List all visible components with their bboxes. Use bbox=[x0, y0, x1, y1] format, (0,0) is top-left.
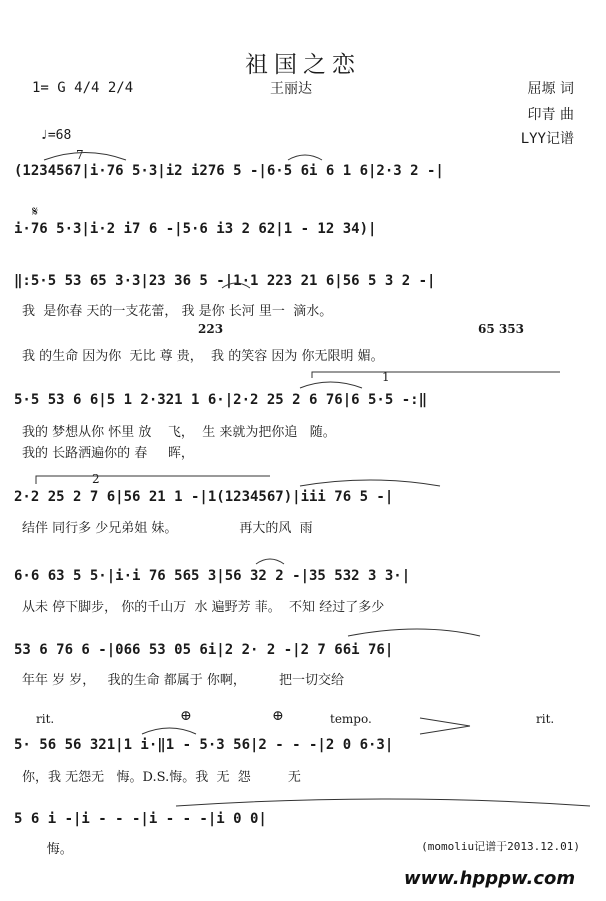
key-signature: 1= G 4/4 2/4 bbox=[32, 80, 134, 96]
septuplet-mark: 7 bbox=[76, 148, 84, 162]
slur-arc bbox=[176, 799, 590, 806]
music-line-8: 5· 56 56 321|1 i·‖1 - 5·3 56|2 - - -|2 0 6·3| bbox=[14, 737, 394, 753]
transcriber-credit: LYY记谱 bbox=[520, 131, 574, 147]
lyric-line-9: 悔。 bbox=[22, 842, 73, 857]
lyricist-credit: 屈塬 词 bbox=[527, 81, 574, 97]
site-watermark: www.hpppw.com bbox=[404, 868, 576, 889]
slur-arc bbox=[256, 559, 284, 564]
lyric-line-3b: 我 的生命 因为你 无比 尊 贵， 我 的笑容 因为 你无限明 媚。 bbox=[22, 349, 384, 364]
lyric-line-4a: 我的 梦想从你 怀里 放 飞， 生 来就为把你追 随。 bbox=[22, 425, 336, 440]
lyric-line-4b: 我的 长路洒遍你的 春 晖， bbox=[22, 446, 194, 461]
lyric-line-5: 结伴 同行多 少兄弟姐 妹。 再大的风 雨 bbox=[22, 521, 313, 536]
volta-2-bracket bbox=[36, 476, 270, 484]
crescendo-hairpin bbox=[420, 718, 470, 734]
coda-icon-1: ⊕ bbox=[180, 708, 192, 724]
slur-arc bbox=[288, 155, 322, 160]
music-line-7: 53 6 76 6 -|066 53 05 6i|2 2· 2 -|2 7 66i 76| bbox=[14, 642, 394, 658]
slur-arc bbox=[348, 629, 480, 636]
music-line-2: i·76 5·3|i·2 i7 6 -|5·6 i3 2 62|1 - 12 34)| bbox=[14, 221, 377, 237]
slur-arc bbox=[300, 382, 362, 388]
music-line-1: (1234567|i·76 5·3|i2 i276 5 -|6·5 6i 6 1 6|2·3 2 -| bbox=[14, 163, 444, 179]
tempo-return-mark: tempo. bbox=[330, 712, 372, 726]
segno-icon: 𝄋 bbox=[32, 204, 39, 220]
slur-arc bbox=[222, 283, 250, 288]
music-line-9: 5 6 i -|i - - -|i - - -|i 0 0| bbox=[14, 811, 267, 827]
music-line-6: 6·6 63 5 5·|i·i 76 565 3|56 32 2 -|35 532 3 3·| bbox=[14, 568, 411, 584]
volta-1-number: 1 bbox=[382, 370, 390, 384]
slur-arc bbox=[44, 153, 126, 161]
lyric-line-3a: 我 是你春 天的一支花蕾， 我 是你 长河 里一 滴水。 bbox=[22, 304, 333, 319]
coda-icon-2: ⊕ bbox=[272, 708, 284, 724]
composer-credit: 印青 曲 bbox=[527, 107, 574, 123]
rit-mark-1: rit. bbox=[36, 712, 55, 726]
chord-note-223: 223 bbox=[198, 322, 224, 336]
tempo-marking: ♩=68 bbox=[40, 128, 72, 143]
song-title: 祖国之恋 bbox=[245, 52, 361, 78]
singer-name: 王丽达 bbox=[270, 81, 312, 97]
lyric-line-7: 年年 岁 岁， 我的生命 都属于 你啊， 把一切交给 bbox=[22, 673, 344, 688]
slur-arc bbox=[142, 728, 196, 734]
volta-2-number: 2 bbox=[92, 472, 100, 486]
music-line-3: ‖:5·5 53 65 3·3|23 36 5 -|1·1 223 21 6|56 5 3 2 -| bbox=[14, 273, 436, 289]
chord-note-65353: 65 353 bbox=[478, 322, 524, 336]
lyric-line-8: 你，我 无怨无 悔。D.S.悔。我 无 怨 无 bbox=[22, 770, 301, 785]
music-line-4: 5·5 53 6 6|5 1 2·321 1 6·|2·2 25 2 6 76|6 5·5 -:‖ bbox=[14, 392, 428, 408]
slur-arc bbox=[300, 480, 440, 486]
volta-1-bracket bbox=[312, 372, 560, 378]
transcription-credit: (momoliu记谱于2013.12.01) bbox=[421, 840, 580, 853]
lyric-line-6: 从未 停下脚步， 你的千山万 水 遍野芳 菲。 不知 经过了多少 bbox=[22, 600, 385, 615]
music-line-5: 2·2 25 2 7 6|56 21 1 -|1(1234567)|iii 76 5 -| bbox=[14, 489, 394, 505]
rit-mark-2: rit. bbox=[536, 712, 555, 726]
